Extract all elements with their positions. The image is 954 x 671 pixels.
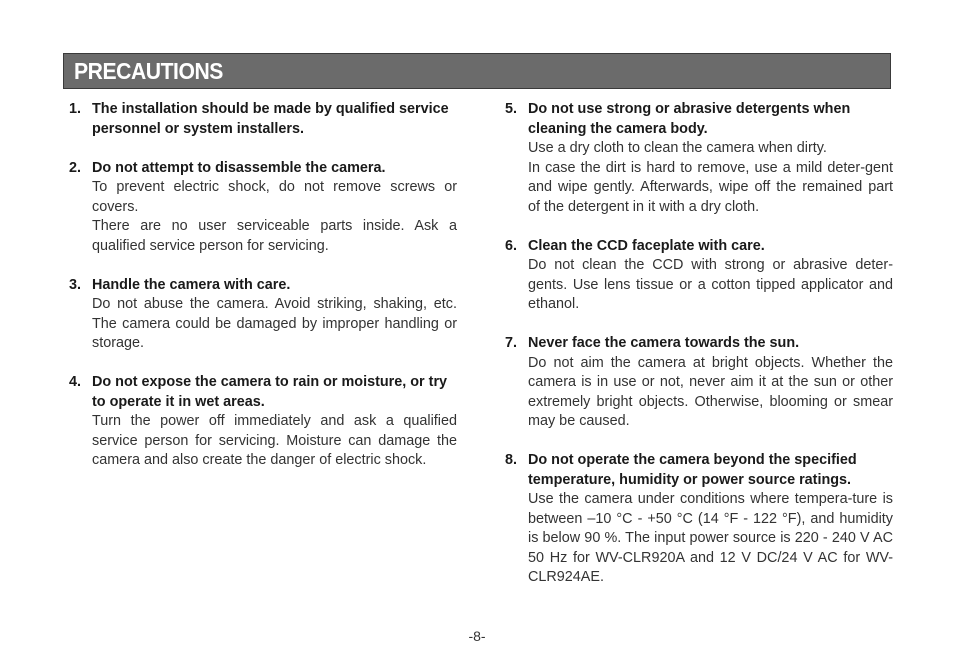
precaution-heading (69, 276, 457, 296)
heading-text: Do not attempt to disassemble the camera. (92, 159, 386, 176)
heading-text: Do not operate the camera beyond the specified temperature, humidity or power source ratings. (528, 452, 857, 488)
precaution-body (92, 178, 457, 256)
precaution-item (69, 276, 457, 354)
precaution-heading (69, 159, 457, 179)
heading-text: Do not use strong or abrasive detergents when cleaning the camera body. (528, 101, 851, 137)
body-paragraph: Use a dry cloth to clean the camera when dirty. (528, 140, 827, 156)
body-paragraph: To prevent electric shock, do not remove screws or covers. (92, 179, 457, 215)
precaution-heading (505, 100, 893, 139)
precaution-item (505, 100, 893, 217)
item-number: 7. (505, 335, 518, 351)
heading-text: Handle the camera with care. (92, 276, 291, 293)
precaution-item (505, 237, 893, 315)
precaution-heading (505, 237, 893, 257)
body-paragraph: Use the camera under conditions where tempera-ture is between –10 °C - +50 °C (14 °F - 122 °F), and humidity is below 90 %. The input power source is 220 - 240 V AC 50 Hz for WV-CLR920A and 12 V DC/24 V AC for WV-CLR924AE. (528, 491, 893, 585)
item-number: 4. (69, 374, 82, 390)
right-column (505, 100, 893, 607)
heading-text: Do not expose the camera to rain or moisture, or try to operate it in wet areas. (92, 374, 448, 410)
body-paragraph: Do not clean the CCD with strong or abrasive deter-gents. Use lens tissue or a cotton tipped applicator and ethanol. (528, 257, 893, 312)
precaution-item (69, 373, 457, 471)
heading-text: Never face the camera towards the sun. (528, 335, 800, 351)
item-number: 6. (505, 237, 518, 254)
body-paragraph: In case the dirt is hard to remove, use a mild deter-gent and wipe gently. Afterwards, wipe off the remained part of the detergent in it with a dry cloth. (528, 159, 893, 215)
precaution-item (505, 451, 893, 588)
heading-text: Clean the CCD faceplate with care. (528, 237, 765, 254)
item-number: 3. (69, 276, 82, 293)
precaution-body (528, 354, 893, 432)
page-number: -8- (468, 628, 486, 644)
page-title: PRECAUTIONS (74, 58, 223, 84)
body-paragraph: There are no user serviceable parts inside. Ask a qualified service person for servicing. (92, 218, 457, 254)
precaution-item (505, 334, 893, 432)
precaution-item (69, 100, 457, 139)
precaution-heading (505, 451, 893, 490)
item-number: 1. (69, 101, 82, 117)
body-paragraph: Do not aim the camera at bright objects. Whether the camera is in use or not, never aim it at the sun or other extremely bright objects. Otherwise, blooming or smear may be caused. (528, 354, 893, 429)
left-column (69, 100, 457, 490)
precaution-body (528, 139, 893, 217)
heading-text: The installation should be made by qualified service personnel or system installers. (92, 101, 449, 137)
title-banner (63, 53, 891, 89)
item-number: 5. (505, 101, 518, 117)
precaution-heading (69, 100, 457, 139)
item-number: 8. (505, 452, 518, 468)
precaution-body (92, 295, 457, 354)
precaution-heading (69, 373, 457, 412)
body-paragraph: Do not abuse the camera. Avoid striking, shaking, etc. The camera could be damaged by improper handling or storage. (92, 296, 457, 351)
precaution-body (528, 490, 893, 588)
body-paragraph: Turn the power off immediately and ask a qualified service person for servicing. Moisture can damage the camera and also create the danger of electric shock. (92, 413, 457, 468)
precaution-body (92, 412, 457, 471)
precaution-heading (505, 334, 893, 354)
precaution-item (69, 159, 457, 257)
item-number: 2. (69, 159, 82, 176)
precaution-body (528, 256, 893, 315)
